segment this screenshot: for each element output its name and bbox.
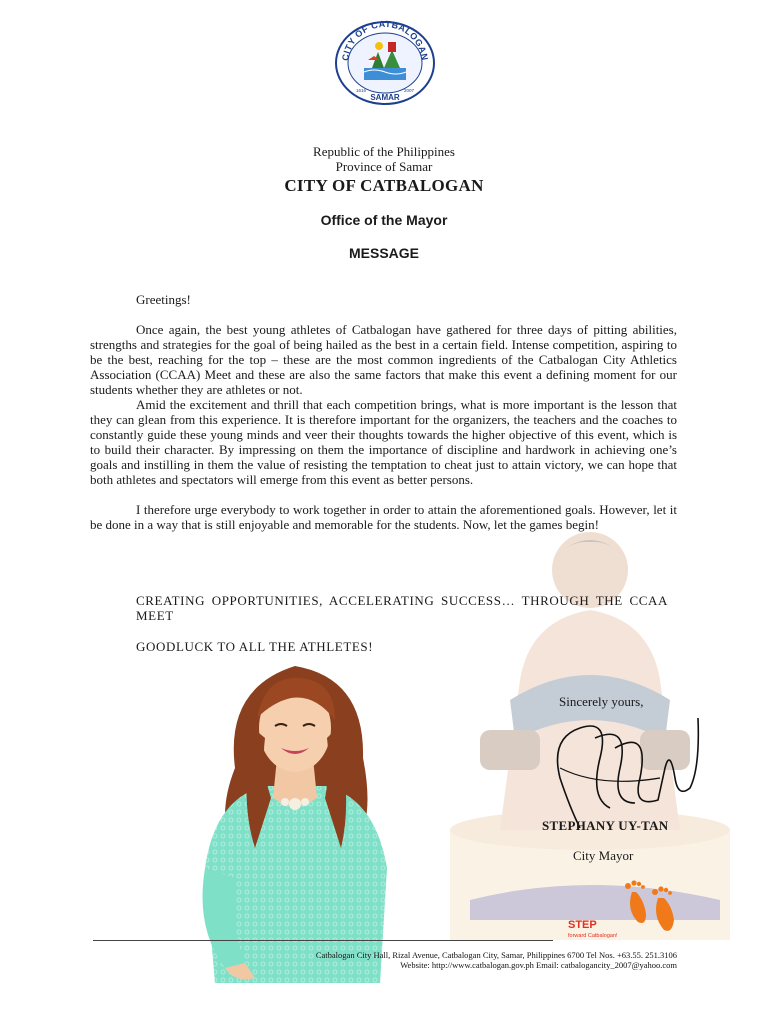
seal-year-left: 1616: [356, 88, 367, 93]
city-name-heading: CITY OF CATBALOGAN: [284, 176, 484, 195]
paragraph-3: I therefore urge everybody to work together in order to attain the aforementioned goals. However, let it be done in a way that is still enjoyable and memorable for the students. Now, let the games begin!: [90, 502, 677, 532]
greeting-text: Greetings!: [136, 292, 191, 307]
province-line: Province of Samar: [335, 159, 433, 174]
message-heading: MESSAGE: [348, 245, 419, 261]
letter-body: [90, 292, 677, 532]
signer-title: City Mayor: [573, 848, 634, 863]
closing-salutation: Sincerely yours,: [559, 694, 644, 709]
footer-address: Catbalogan City Hall, Rizal Avenue, Catbalogan City, Samar, Philippines 6700 Tel Nos. +63.55. 251.3106: [315, 950, 677, 960]
step-tagline: forward Catbalogan!: [568, 933, 618, 939]
paragraph-2: Amid the excitement and thrill that each competition brings, what is more important is the lesson that they can glean from this experience. It is therefore important for the organizers, the teachers and the coaches to constantly guide these young minds and veer their thoughts towards the higher objective of this event, which is to build their character. By impressing on them the importance of discipline and hardwork in achieving one’s goals and instilling in them the value of resisting the temptation to cheat just to attain victory, we can hope that both athletes and spectators will emerge from this event as better persons.: [90, 397, 677, 487]
footer-contact: Website: http://www.catbalogan.gov.ph Email: catbalogancity_2007@yahoo.com: [400, 960, 677, 970]
goodluck-text: GOODLUCK TO ALL THE ATHLETES!: [136, 639, 374, 654]
footer-divider: [93, 940, 553, 941]
slogan-text: CREATING OPPORTUNITIES, ACCELERATING SUCCESS… THROUGH THE CCAA MEET: [136, 593, 668, 623]
seal-top-text: CITY OF CATBALOGAN: [340, 20, 430, 62]
republic-line: Republic of the Philippines: [313, 144, 455, 159]
office-heading: Office of the Mayor: [320, 212, 448, 228]
mayor-signature: [540, 708, 700, 828]
footprint-icon: [625, 880, 674, 930]
step-word: STEP: [568, 919, 597, 931]
city-seal-logo: [334, 20, 436, 106]
step-logo: [566, 876, 688, 940]
signer-name: STEPHANY UY-TAN: [542, 818, 669, 833]
letterhead: [0, 144, 768, 261]
seal-year-right: 2007: [404, 88, 415, 93]
mayor-photo: [195, 648, 395, 983]
paragraph-1: Once again, the best young athletes of Catbalogan have gathered for three days of pitting abilities, strengths and strategies for the goal of being hailed as the best in a certain field. Intense competition, aspiring to be the best, reaching for the top – these are the most common ingredients of the Catbalogan City Athletics Association (CCAA) Meet and these are also the same factors that make this event a defining moment for our students whether they are athletes or not.: [90, 322, 677, 397]
seal-bottom-text: SAMAR: [370, 93, 400, 102]
footer: [240, 950, 677, 970]
